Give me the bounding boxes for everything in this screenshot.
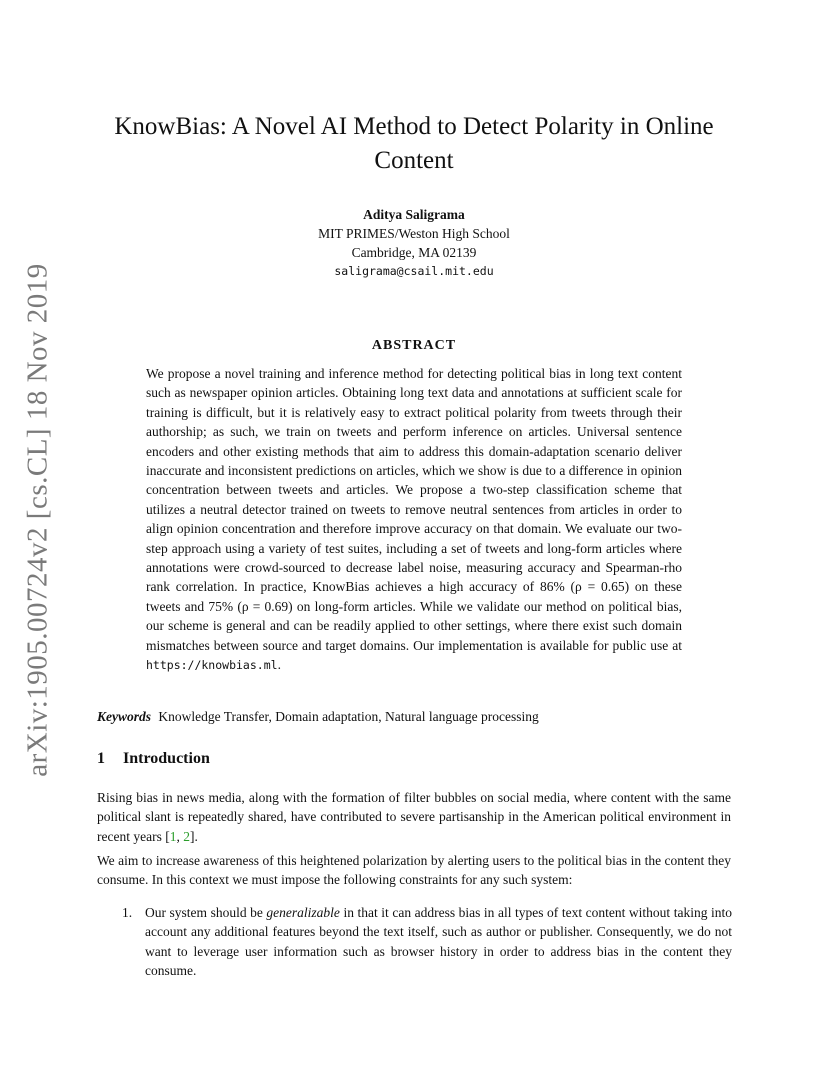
cite-sep: , xyxy=(176,828,184,844)
list-item xyxy=(122,903,732,981)
list-item-text xyxy=(145,903,732,981)
abstract-body xyxy=(146,364,682,676)
list-item-number: 1. xyxy=(122,905,133,920)
section-heading-introduction xyxy=(97,750,210,768)
title-line-1: KnowBias: A Novel AI Method to Detect Polarity in Online xyxy=(114,113,714,140)
cite-open: [ xyxy=(165,828,170,844)
keywords-label: Keywords xyxy=(97,709,151,724)
constraints-list xyxy=(122,903,732,981)
author-name: Aditya Saligrama xyxy=(363,207,465,222)
arxiv-identifier: arXiv:1905.00724v2 [cs.CL] 18 Nov 2019 xyxy=(21,263,54,777)
abstract-text: We propose a novel training and inference method for detecting political bias in long text content such as newspaper opinion articles. Obtaining long text data and annotations at sufficient scale for training is difficult, but it is relatively easy to extract political polarity from tweets through their authorship; as such, we train on tweets and perform inference on articles. Universal sentence encoders and other existing methods that aim to address this domain-adaptation scenario deliver inaccurate and inconsistent predictions on articles, which we show is due to a difference in opinion concentration between tweets and articles. We propose a two-step classification scheme that utilizes a neutral detector trained on tweets to remove neutral sentences from articles in order to align opinion concentration and therefore improve accuracy on that domain. We evaluate our two-step approach using a variety of test suites, including a set of tweets and long-form articles where annotations were crowd-sourced to decrease label noise, measuring accuracy and Spearman-rho rank correlation. In practice, KnowBias achieves a high accuracy of 86% (ρ = 0.65) on these tweets and 75% (ρ = 0.69) on long-form articles. While we validate our method on political bias, our scheme is general and can be readily applied to other settings, where there exist such domain mismatches between source and target domains. Our implementation is available for public use at xyxy=(146,366,682,653)
cite-close: ] xyxy=(189,828,195,844)
intro-p1-text: Rising bias in news media, along with the formation of filter bubbles on social media, where content with the same political slant is repeatedly shared, have contributed to severe partisanship in the American political environment in recent years xyxy=(97,790,731,844)
list-item-pre: Our system should be xyxy=(145,905,267,920)
abstract-end: . xyxy=(277,657,281,673)
list-item-post: in that it can address bias in all types of text content without taking into account any additional features beyond the text itself, such as author or publisher. Consequently, we do not want to leverage user information such as browser history in order to address bias in the content they consume. xyxy=(145,905,732,979)
implementation-url: https://knowbias.ml xyxy=(146,658,278,673)
author-block xyxy=(214,205,614,281)
title-line-2: Content xyxy=(374,147,454,174)
keywords xyxy=(97,707,737,726)
intro-paragraph-2: We aim to increase awareness of this heightened polarization by alerting users to the political bias in the content they consume. In this context we must impose the following constraints for any such system: xyxy=(97,853,731,888)
paper-title xyxy=(100,110,728,178)
keywords-text: Knowledge Transfer, Domain adaptation, Natural language processing xyxy=(158,709,539,724)
citation-link-2[interactable]: 2 xyxy=(183,828,190,844)
author-location: Cambridge, MA 02139 xyxy=(351,245,477,260)
section-number: 1 xyxy=(97,750,105,767)
intro-paragraph-1 xyxy=(97,788,731,846)
section-title: Introduction xyxy=(123,750,210,767)
intro-p1-end: . xyxy=(194,828,198,844)
author-affiliation: MIT PRIMES/Weston High School xyxy=(318,226,510,241)
citation-link-1[interactable]: 1 xyxy=(169,828,177,844)
list-item-emphasis: generalizable xyxy=(266,905,340,920)
abstract-heading: ABSTRACT xyxy=(371,338,457,353)
author-email: saligrama@csail.mit.edu xyxy=(334,264,494,278)
